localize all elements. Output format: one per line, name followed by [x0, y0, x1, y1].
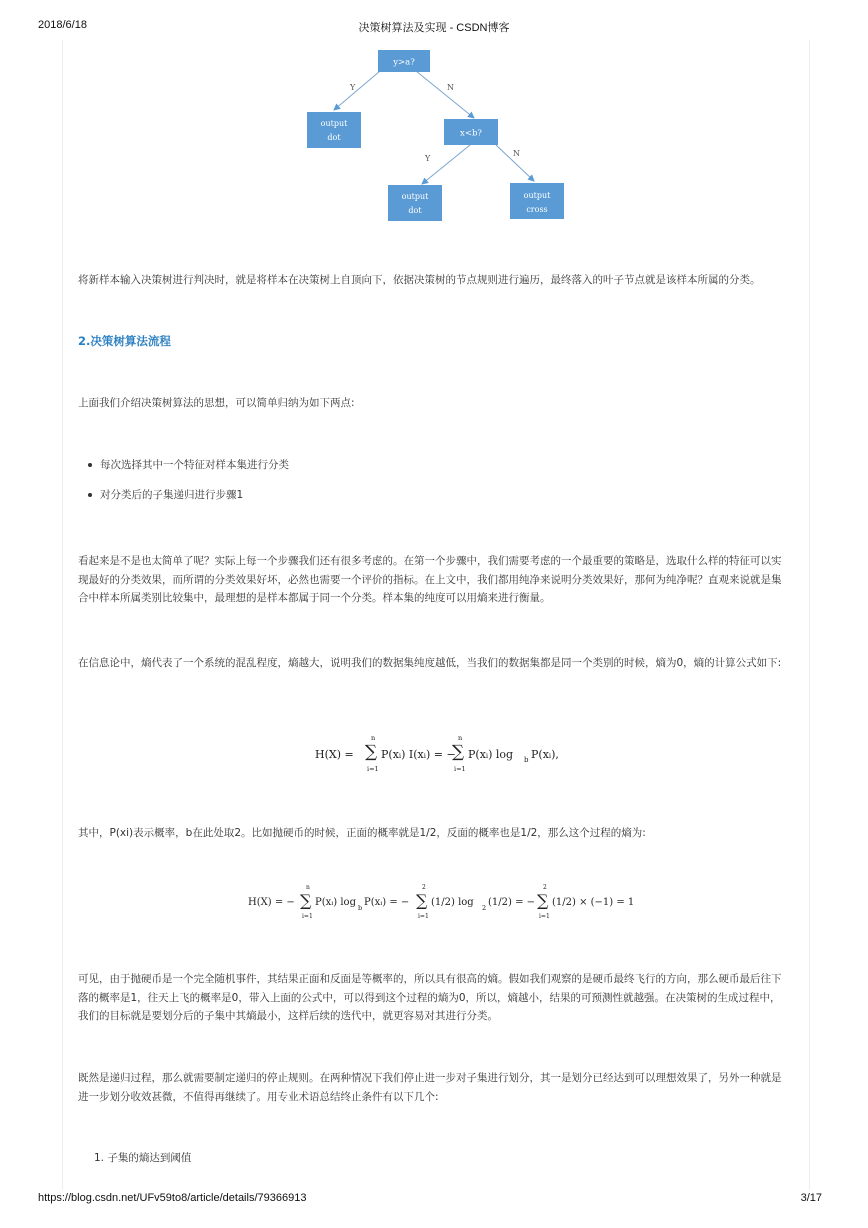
f2-s3-top: 2	[543, 884, 547, 891]
leaf2-line1: output	[401, 192, 429, 201]
print-title: 决策树算法及实现 - CSDN博客	[358, 22, 510, 34]
f1-log-base: b	[524, 756, 529, 764]
edge-label-n: N	[447, 83, 454, 92]
print-footer	[0, 1192, 868, 1208]
paragraph-coin-example: 其中，P(xi)表示概率，b在此处取2。比如抛硬币的时候，正面的概率就是1/2，反面的概率也是1/2，那么这个过程的熵为:	[78, 827, 646, 839]
f2-t2b: (1/2) = −	[488, 897, 536, 908]
decision-tree-diagram	[300, 44, 580, 226]
leaf1-line2: dot	[327, 133, 341, 142]
sigma-icon: ∑	[365, 742, 378, 762]
f2-t2-base: 2	[482, 904, 487, 912]
f1-term1: P(xᵢ) I(xᵢ) = −	[381, 748, 456, 761]
leaf2-line2: dot	[408, 206, 422, 215]
edge-root-left	[334, 71, 380, 110]
f2-t1-base: b	[358, 904, 363, 912]
leaf-node-output-dot-bottom	[388, 185, 442, 221]
sub-edge-label-n: N	[513, 149, 520, 158]
paragraph-purity: 看起来是不是也太简单了呢？实际上每一个步骤我们还有很多考虑的。在第一个步骤中，我们需要考虑的一个最重要的策略是，选取什么样的特征可以实现最好的分类效果，而所谓的分类效果好坏，必然也需要一个评价的指标。在上文中，我们都用纯净来说明分类效果好，那何为纯净呢？直观来说就是集合中样本所属类别比较集中，最理想的是样本都属于同一个分类。样本集的纯度可以用熵来进行衡量。	[78, 555, 782, 604]
f2-t2: (1/2) log	[431, 897, 474, 908]
list-item: 对分类后的子集递归进行步骤1	[88, 486, 289, 516]
f2-s3-bottom: i=1	[539, 913, 550, 920]
f2-t1b: P(xᵢ) = −	[364, 897, 410, 908]
f1-term2: P(xᵢ) log	[468, 748, 514, 761]
f1-lhs: H(X) =	[315, 748, 354, 761]
f1-term2b: P(xᵢ),	[531, 748, 559, 761]
entropy-formula	[315, 736, 575, 776]
list-item: 每次选择其中一个特征对样本集进行分类	[88, 456, 289, 486]
stopping-condition-list	[94, 1149, 191, 1167]
f1-sum2-bottom: i=1	[454, 765, 466, 773]
leaf3-line1: output	[523, 191, 551, 200]
f1-sum2-top: n	[458, 734, 463, 742]
sigma-icon: ∑	[537, 891, 549, 910]
paragraph-stopping-rules: 既然是递归过程，那么就需要制定递归的停止规则。在两种情况下我们停止进一步对子集进行划分，其一是划分已经达到可以理想效果了，另外一种就是进一步划分收效甚微，不值得再继续了。用专业术语总结终止条件有以下几个:	[78, 1072, 782, 1103]
edge-root-right	[416, 71, 474, 118]
f2-s2-top: 2	[422, 884, 426, 891]
print-header	[0, 19, 868, 35]
print-date: 2018/6/18	[38, 19, 87, 31]
f2-s2-bottom: i=1	[418, 913, 429, 920]
paragraph-entropy-interpretation: 可见，由于抛硬币是一个完全随机事件，其结果正面和反面是等概率的，所以具有很高的熵。假如我们观察的是硬币最终飞行的方向，那么硬币最后往下落的概率是1，往天上飞的概率是0，带入上面的公式中，可以得到这个过程的熵为0，所以，熵越小，结果的可预测性就越强。在决策树的生成过程中，我们的目标就是要划分后的子集中其熵最小，这样后续的迭代中，就更容易对其进行分类。	[78, 973, 782, 1022]
f2-lhs: H(X) = −	[248, 897, 295, 908]
sigma-icon: ∑	[416, 891, 428, 910]
root-node-label: y>a?	[393, 57, 415, 68]
paragraph-entropy-definition: 在信息论中，熵代表了一个系统的混乱程度，熵越大，说明我们的数据集纯度越低，当我们的数据集都是同一个类别的时候，熵为0，熵的计算公式如下:	[78, 657, 782, 669]
f2-t3: (1/2) × (−1) = 1	[552, 897, 635, 908]
leaf3-line2: cross	[526, 205, 548, 214]
f1-sum-bottom: i=1	[367, 765, 379, 773]
sigma-icon: ∑	[452, 742, 465, 762]
coin-entropy-formula	[248, 884, 635, 928]
section-heading-algorithm-flow: 2.决策树算法流程	[78, 334, 171, 348]
paragraph-summary-intro: 上面我们介绍决策树算法的思想，可以简单归纳为如下两点:	[78, 397, 355, 409]
leaf-node-output-dot-left	[307, 112, 361, 148]
list-item: 1. 子集的熵达到阈值	[94, 1152, 192, 1164]
print-url: https://blog.csdn.net/UFv59to8/article/details/79366913	[38, 1192, 307, 1204]
summary-bullet-list	[88, 456, 289, 516]
f2-t1: P(xᵢ) log	[315, 897, 356, 908]
sigma-icon: ∑	[300, 891, 312, 910]
paragraph-tree-traversal: 将新样本输入决策树进行判决时，就是将样本在决策树上自顶向下，依据决策树的节点规则进行遍历，最终落入的叶子节点就是该样本所属的分类。	[78, 274, 761, 286]
edge-label-y: Y	[350, 83, 356, 92]
sub-edge-label-y: Y	[425, 154, 431, 163]
f2-s1-top: n	[306, 884, 310, 891]
mid-node-label: x<b?	[460, 128, 482, 139]
f1-sum-top: n	[371, 734, 376, 742]
leaf1-line1: output	[320, 119, 348, 128]
f2-s1-bottom: i=1	[302, 913, 313, 920]
edge-mid-left	[422, 145, 470, 184]
print-page-number: 3/17	[800, 1192, 822, 1204]
